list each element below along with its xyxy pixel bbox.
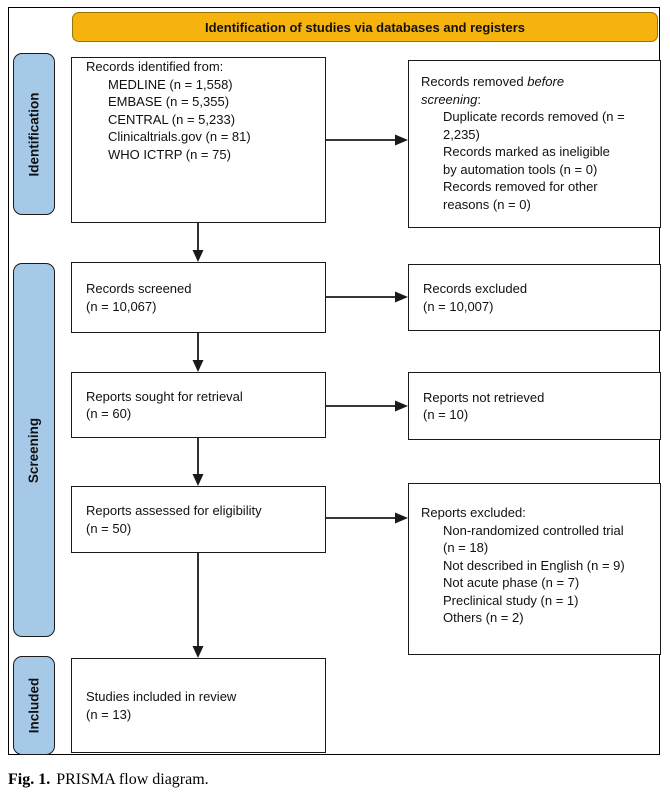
stage-label-screening <box>13 263 55 637</box>
records-excluded-line1: Records excluded <box>423 281 528 296</box>
box-records-identified-title: Records identified from: <box>86 59 224 74</box>
source-clinicaltrials: Clinicaltrials.gov (n = 81) <box>108 129 251 144</box>
figure-caption <box>8 771 658 789</box>
reports-sought-count: (n = 60) <box>86 406 132 421</box>
records-excluded-count: (n = 10,007) <box>423 298 494 314</box>
reports-assessed-count: (n = 50) <box>86 520 132 536</box>
records-removed-title-italic: before screening <box>421 74 565 107</box>
excluded-not-english: Not described in English (n = 9) <box>443 557 625 573</box>
excluded-others: Others (n = 2) <box>443 610 524 625</box>
box-reports-assessed <box>71 486 326 553</box>
stage-label-identification <box>13 53 55 215</box>
excluded-preclinical: Preclinical study (n = 1) <box>443 592 579 608</box>
source-central: CENTRAL (n = 5,233) <box>108 111 236 127</box>
banner-identification-of-studies: Identification of studies via databases and registers <box>72 12 658 42</box>
removed-duplicates: Duplicate records removed (n = 2,235) <box>443 109 625 142</box>
box-reports-not-retrieved <box>408 372 661 440</box>
box-records-excluded <box>408 264 661 331</box>
excluded-non-randomized: Non-randomized controlled trial (n = 18) <box>443 522 624 555</box>
box-reports-sought <box>71 372 326 438</box>
source-medline: MEDLINE (n = 1,558) <box>108 76 233 92</box>
records-removed-title-prefix: Records removed <box>421 74 528 89</box>
excluded-not-acute: Not acute phase (n = 7) <box>443 575 580 590</box>
reports-not-retrieved-count: (n = 10) <box>423 407 469 422</box>
studies-included-line1: Studies included in review <box>86 689 237 704</box>
box-records-removed-title <box>421 73 593 108</box>
records-removed-title-suffix: : <box>477 91 481 107</box>
removed-other: Records removed for other reasons (n = 0) <box>443 179 598 212</box>
records-screened-line1: Records screened <box>86 281 192 296</box>
studies-included-count: (n = 13) <box>86 706 132 722</box>
reports-assessed-line1: Reports assessed for eligibility <box>86 503 262 518</box>
stage-label-identification-text: Identification <box>26 92 42 176</box>
box-reports-excluded <box>408 483 661 655</box>
box-studies-included <box>71 658 326 753</box>
box-records-identified <box>71 57 326 223</box>
box-records-removed <box>408 60 661 228</box>
stage-label-included <box>13 656 55 755</box>
reports-excluded-title: Reports excluded: <box>421 505 526 520</box>
reports-not-retrieved-line1: Reports not retrieved <box>423 389 545 405</box>
removed-automation: Records marked as ineligible by automation tools (n = 0) <box>443 144 610 177</box>
figure-caption-label: Fig. 1. <box>8 771 51 788</box>
stage-label-screening-text: Screening <box>26 417 42 483</box>
records-screened-count: (n = 10,067) <box>86 298 157 314</box>
source-embase: EMBASE (n = 5,355) <box>108 94 230 109</box>
reports-sought-line1: Reports sought for retrieval <box>86 388 243 404</box>
source-who-ictrp: WHO ICTRP (n = 75) <box>108 146 231 162</box>
box-records-screened <box>71 262 326 333</box>
stage-label-included-text: Included <box>26 677 42 734</box>
figure-caption-text: PRISMA flow diagram. <box>56 771 209 788</box>
